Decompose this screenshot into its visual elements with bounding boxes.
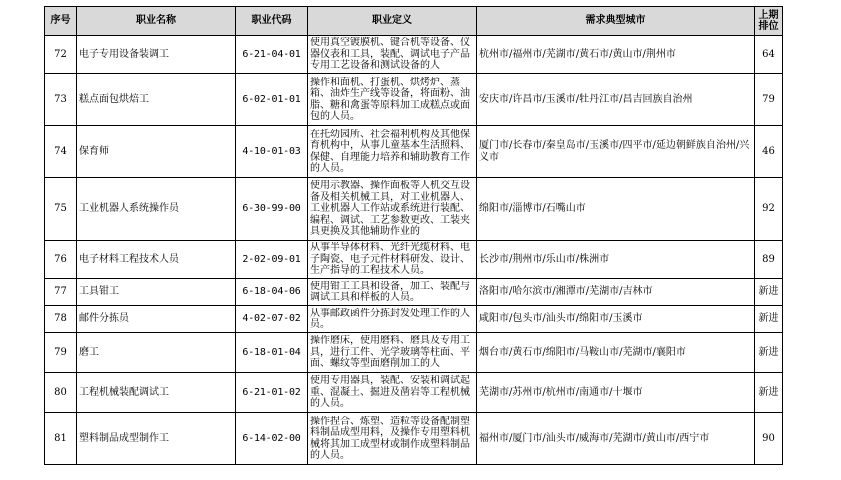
- cell-idx: 81: [45, 413, 77, 465]
- cell-definition: [308, 333, 477, 373]
- cell-rank: 新进: [755, 306, 783, 333]
- table-row: [45, 74, 783, 126]
- header-idx: 序号: [45, 7, 77, 36]
- cell-rank: 新进: [755, 373, 783, 413]
- header-code: 职业代码: [236, 7, 308, 36]
- definition-text: 操作磨床，使用磨料、磨具及专用工具，进行工件、光学玻璃等柱面、平面、螺纹等型面磨削加工的人: [310, 335, 470, 370]
- cell-cities: 烟台市/黄石市/绵阳市/马鞍山市/芜湖市/襄阳市: [477, 333, 755, 373]
- cell-definition: [308, 36, 477, 74]
- cell-definition: [308, 74, 477, 126]
- occupation-demand-table: [44, 6, 783, 465]
- header-cities: 需求典型城市: [477, 7, 755, 36]
- cell-rank: 92: [755, 178, 783, 241]
- cell-code: 4-10-01-03: [236, 126, 308, 178]
- table-row: [45, 241, 783, 279]
- cell-code: 6-02-01-01: [236, 74, 308, 126]
- cell-code: 6-18-01-04: [236, 333, 308, 373]
- cell-idx: 74: [45, 126, 77, 178]
- cell-name: 电子专用设备装调工: [77, 36, 236, 74]
- cell-rank: 90: [755, 413, 783, 465]
- cell-code: 6-21-04-01: [236, 36, 308, 74]
- cell-idx: 78: [45, 306, 77, 333]
- cell-cities: 厦门市/长春市/秦皇岛市/玉溪市/四平市/延边朝鲜族自治州/兴义市: [477, 126, 755, 178]
- cell-cities: 洛阳市/哈尔滨市/湘潭市/芜湖市/吉林市: [477, 279, 755, 306]
- cell-idx: 75: [45, 178, 77, 241]
- header-definition: 职业定义: [308, 7, 477, 36]
- cell-code: 2-02-09-01: [236, 241, 308, 279]
- header-name: 职业名称: [77, 7, 236, 36]
- cell-name: 糕点面包烘焙工: [77, 74, 236, 126]
- cell-rank: 64: [755, 36, 783, 74]
- definition-text: 使用真空镀膜机、键合机等设备、仪器仪表和工具，装配、调试电子产品专用工艺设备和测试设备的人: [310, 37, 470, 72]
- cell-cities: 咸阳市/包头市/汕头市/绵阳市/玉溪市: [477, 306, 755, 333]
- definition-text: 从事邮政函件分拣封发处理工作的人员。: [310, 307, 470, 330]
- cell-rank: 新进: [755, 333, 783, 373]
- definition-text: 使用专用器具，装配、安装和调试起重、混凝土、掘进及凿岩等工程机械的人员。: [310, 375, 470, 410]
- cell-code: 4-02-07-02: [236, 306, 308, 333]
- table-row: [45, 306, 783, 333]
- cell-rank: 46: [755, 126, 783, 178]
- cell-rank: 新进: [755, 279, 783, 306]
- cell-cities: 绵阳市/淄博市/石嘴山市: [477, 178, 755, 241]
- cell-definition: [308, 241, 477, 279]
- cell-idx: 76: [45, 241, 77, 279]
- cell-definition: [308, 279, 477, 306]
- cell-definition: [308, 178, 477, 241]
- cell-code: 6-21-01-02: [236, 373, 308, 413]
- cell-idx: 72: [45, 36, 77, 74]
- cell-code: 6-30-99-00: [236, 178, 308, 241]
- definition-text: 使用钳工工具和设备，加工、装配与调试工具和样板的人员。: [310, 280, 470, 303]
- occupation-table-page: [44, 6, 782, 465]
- table-row: [45, 126, 783, 178]
- cell-name: 工程机械装配调试工: [77, 373, 236, 413]
- cell-idx: 80: [45, 373, 77, 413]
- cell-definition: [308, 306, 477, 333]
- cell-cities: 长沙市/荆州市/乐山市/株洲市: [477, 241, 755, 279]
- cell-name: 工业机器人系统操作员: [77, 178, 236, 241]
- table-row: [45, 178, 783, 241]
- cell-name: 电子材料工程技术人员: [77, 241, 236, 279]
- table-row: [45, 36, 783, 74]
- cell-definition: [308, 413, 477, 465]
- cell-rank: 89: [755, 241, 783, 279]
- cell-cities: 福州市/厦门市/汕头市/威海市/芜湖市/黄山市/西宁市: [477, 413, 755, 465]
- definition-text: 从事半导体材料、光纤光缆材料、电子陶瓷、电子元件材料研发、设计、生产指导的工程技术人员。: [310, 242, 470, 277]
- table-header-row: [45, 7, 783, 36]
- cell-name: 塑料制品成型制作工: [77, 413, 236, 465]
- definition-text: 使用示教器、操作面板等人机交互设备及相关机械工具，对工业机器人、工业机器人工作站或系统进行装配、编程、调试、工艺参数更改、工装夹具更换及其他辅助作业的: [310, 180, 470, 238]
- cell-cities: 安庆市/许昌市/玉溪市/牡丹江市/昌吉回族自治州: [477, 74, 755, 126]
- cell-name: 保育师: [77, 126, 236, 178]
- cell-name: 工具钳工: [77, 279, 236, 306]
- cell-code: 6-18-04-06: [236, 279, 308, 306]
- cell-definition: [308, 126, 477, 178]
- definition-text: 操作捏合、炼塑、造粒等设备配制塑料制品成型用料，及操作专用塑料机械将其加工成型材或制作成塑料制品的人员。: [310, 415, 470, 461]
- table-row: [45, 413, 783, 465]
- cell-cities: 芜湖市/苏州市/杭州市/南通市/十堰市: [477, 373, 755, 413]
- table-row: [45, 279, 783, 306]
- cell-idx: 79: [45, 333, 77, 373]
- cell-idx: 77: [45, 279, 77, 306]
- cell-name: 磨工: [77, 333, 236, 373]
- cell-code: 6-14-02-00: [236, 413, 308, 465]
- table-row: [45, 333, 783, 373]
- cell-idx: 73: [45, 74, 77, 126]
- definition-text: 操作和面机、打蛋机、烘烤炉、蒸箱、油炸生产线等设备，将面粉、油脂、糖和禽蛋等原料加工成糕点或面包的人员。: [310, 76, 470, 122]
- cell-cities: 杭州市/福州市/芜湖市/黄石市/黄山市/荆州市: [477, 36, 755, 74]
- cell-definition: [308, 373, 477, 413]
- table-row: [45, 373, 783, 413]
- cell-name: 邮件分拣员: [77, 306, 236, 333]
- definition-text: 在托幼园所、社会福利机构及其他保育机构中，从事儿童基本生活照料、保健、自理能力培养和辅助教育工作的人员。: [310, 128, 470, 174]
- header-rank: 上期排位: [755, 7, 783, 36]
- cell-rank: 79: [755, 74, 783, 126]
